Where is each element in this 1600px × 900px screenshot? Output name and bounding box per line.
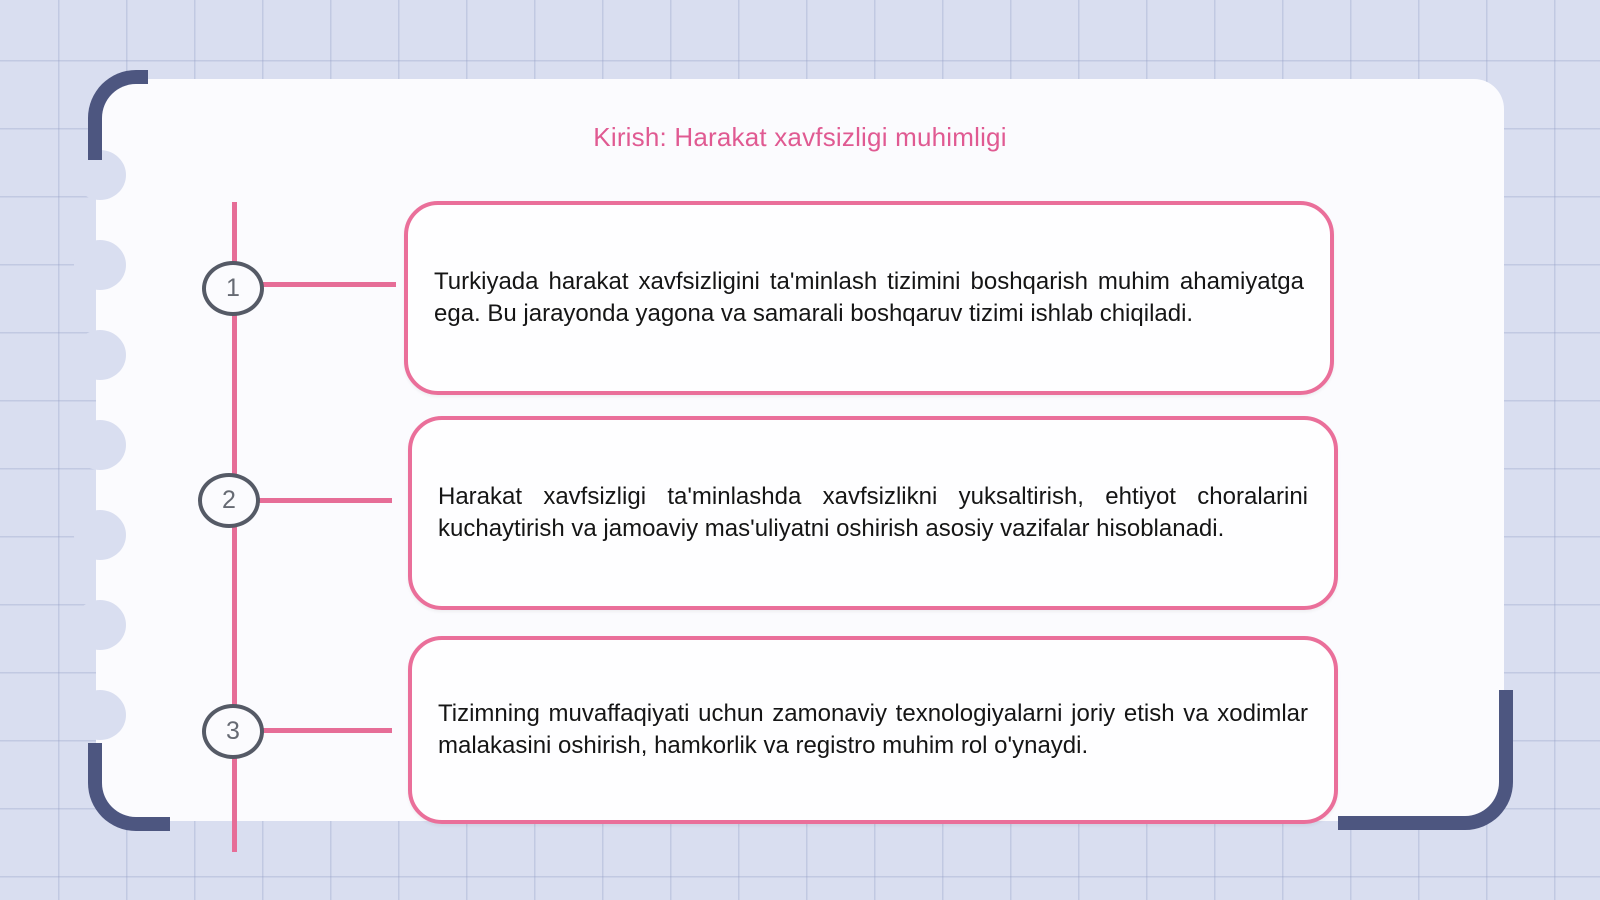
timeline-connector-1 xyxy=(262,282,396,287)
slide-title: Kirish: Harakat xavfsizligi muhimligi xyxy=(593,122,1007,152)
step-card-3 xyxy=(408,636,1338,824)
paper-notch xyxy=(74,510,126,560)
frame-corner-bottom-left xyxy=(88,743,170,831)
step-card-1 xyxy=(404,201,1334,395)
paper-notch xyxy=(74,330,126,380)
step-number-1: 1 xyxy=(202,261,264,316)
step-text-3: Tizimning muvaffaqiyati uchun zamonaviy texnologiyalarni joriy etish va xodimlar malakasini oshirish, hamkorlik va registro muhim rol o'ynaydi. xyxy=(438,700,1308,759)
frame-corner-bottom-right xyxy=(1338,690,1513,830)
step-text-1: Turkiyada harakat xavfsizligini ta'minlash tizimini boshqarish muhim ahamiyatga ega. Bu jarayonda yagona va samarali boshqaruv tizimi ishlab chiqiladi. xyxy=(434,268,1304,327)
frame-corner-top-left xyxy=(88,70,148,160)
paper-notch xyxy=(74,240,126,290)
paper-notch xyxy=(74,690,126,740)
timeline-connector-2 xyxy=(258,498,392,503)
timeline-connector-3 xyxy=(262,728,392,733)
step-number-3: 3 xyxy=(202,704,264,759)
step-number-2: 2 xyxy=(198,473,260,528)
paper-notch xyxy=(74,600,126,650)
paper-notch xyxy=(74,420,126,470)
step-text-2: Harakat xavfsizligi ta'minlashda xavfsizlikni yuksaltirish, ehtiyot choralarini kuchaytirish va jamoaviy mas'uliyatni oshirish asosiy vazifalar hisoblanadi. xyxy=(438,483,1308,542)
step-card-2 xyxy=(408,416,1338,610)
